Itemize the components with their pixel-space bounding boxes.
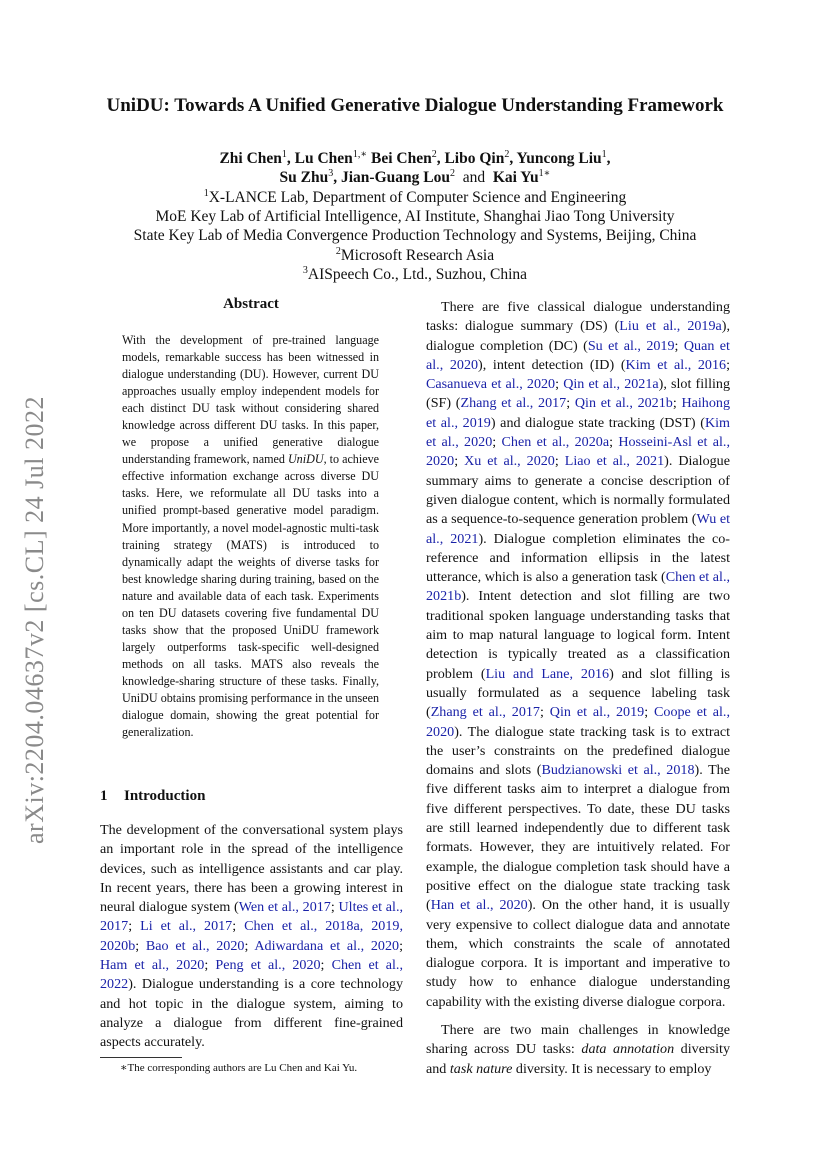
affiliation-line: State Key Lab of Media Convergence Production Technology and Systems, Beijing, China bbox=[133, 227, 697, 245]
author-name: Su Zhu bbox=[279, 169, 329, 186]
citation-link[interactable]: Liu and Lane, 2016 bbox=[485, 665, 610, 682]
citation-link[interactable]: Qin et al., 2021b bbox=[574, 395, 673, 412]
citation-link[interactable]: Budzianowski et al., 2018 bbox=[541, 762, 695, 779]
citation-link[interactable]: Haihong et al., 2019 bbox=[426, 395, 730, 431]
citation-link[interactable]: Chen et al., 2018a, 2019, 2020b bbox=[100, 918, 403, 954]
citation-link[interactable]: Chen et al., 2022 bbox=[100, 957, 403, 993]
affiliation-line: $^3$AISpeech Co., Ltd., Suzhou, China bbox=[302, 264, 528, 283]
affiliations bbox=[80, 188, 750, 284]
citation-link[interactable]: Xu et al., 2020 bbox=[464, 453, 555, 470]
author-name: Zhi Chen bbox=[219, 150, 282, 167]
body-paragraph: There are five classical dialogue understanding tasks: dialogue summary (DS) (Liu et al., 2019a), dialogue completion (DC) (Su et al., 2019; Quan et al., 2020), intent detection (ID) (Kim et al., 2016; Casanueva et al., 2020; Qin et al., 2021a), slot filling (SF) (Zhang et al., 2017; Qin et al., 2021b; Haihong et al., 2019) and dialogue state tracking (DST) (Kim et al., 2020; Chen et al., 2020a; Hosseini-Asl et al., 2020; Xu et al., 2020; Liao et al., 2021). Dialogue summary aims to generate a concise description of given dialogue content, which is normally formulated as a sequence-to-sequence generation problem (Wu et al., 2021). Dialogue completion eliminates the co-reference and information ellipsis in the latest utterance, which is also a generation task (Chen et al., 2021b). Intent detection and slot filling are two traditional spoken language understanding tasks that aim to map natural language to logical form. Intent detection is typically treated as a classification problem (Liu and Lane, 2016) and slot filling is usually formulated as a sequence labeling task (Zhang et al., 2017; Qin et al., 2019; Coope et al., 2020). The dialogue state tracking task is to extract the user’s constraints on the predefined dialogue domains and slots (Budzianowski et al., 2018). The five different tasks aim to interpret a dialogue from five different perspectives. To date, these DU tasks are still learned independently due to different task formats. However, they are intuitively related. For example, the dialogue completion task should have a positive effect on the dialogue state tracking task (Han et al., 2020). On the other hand, it is usually very expensive to collect dialogue data and annotate them, which constraints the scale of annotated dialogue corpora. It is important and imperative to study how to enhance dialogue understanding capability with the existing diverse dialogue corpora. bbox=[426, 299, 731, 1010]
citation-link[interactable]: Hosseini-Asl et al., 2020 bbox=[426, 434, 730, 470]
footnote: ∗The corresponding authors are Lu Chen and Kai Yu. bbox=[120, 1062, 358, 1074]
citation-link[interactable]: Ham et al., 2020 bbox=[100, 957, 205, 974]
citation-link[interactable]: Bao et al., 2020 bbox=[145, 937, 245, 954]
body-paragraph: There are two main challenges in knowledge sharing across DU tasks: data annotation diversity and task nature diversity. It is necessary to employ bbox=[426, 1021, 731, 1077]
affiliation-line: $^2$Microsoft Research Asia bbox=[335, 245, 495, 264]
citation-link[interactable]: Liao et al., 2021 bbox=[564, 453, 665, 470]
author-name: Jian-Guang Lou bbox=[340, 169, 450, 186]
citation-link[interactable]: Peng et al., 2020 bbox=[215, 957, 321, 974]
right-column bbox=[426, 298, 730, 1079]
citation-link[interactable]: Liu et al., 2019a bbox=[619, 318, 722, 335]
abstract-heading: Abstract bbox=[223, 296, 279, 312]
author-list: Zhi Chen$^1$, Lu Chen$^{1,∗}$ Bei Chen$^2$, Libo Qin$^2$, Yuncong Liu$^1$, Su Zhu$^3$, Jian-Guang Lou$^2$ and Kai $Yu^{1∗}$ bbox=[219, 148, 611, 186]
citation-link[interactable]: Qin et al., 2019 bbox=[549, 704, 645, 721]
citation-link[interactable]: Coope et al., 2020 bbox=[426, 704, 730, 740]
affiliation-line: $^1$X-LANCE Lab, Department of Computer Science and Engineering bbox=[203, 187, 627, 206]
citation-link[interactable]: Wu et al., 2021 bbox=[426, 511, 730, 547]
citation-link[interactable]: Kim et al., 2016 bbox=[625, 356, 727, 373]
citation-link[interactable]: Wen et al., 2017 bbox=[238, 899, 331, 916]
citation-link[interactable]: Ultes et al., 2017 bbox=[100, 899, 404, 935]
citation-link[interactable]: Li et al., 2017 bbox=[140, 918, 233, 935]
section-heading-introduction: 1 Introduction bbox=[100, 788, 206, 804]
citation-link[interactable]: Casanueva et al., 2020 bbox=[426, 376, 556, 393]
author-name: Bei Chen bbox=[370, 150, 432, 167]
footnote-rule bbox=[100, 1057, 182, 1058]
arxiv-identifier: arXiv:2204.04637v2 [cs.CL] 24 Jul 2022 bbox=[20, 396, 49, 844]
citation-link[interactable]: Su et al., 2019 bbox=[587, 337, 675, 354]
citation-link[interactable]: Han et al., 2020 bbox=[430, 897, 528, 914]
affiliation-line: MoE Key Lab of Artificial Intelligence, AI Institute, Shanghai Jiao Tong University bbox=[155, 208, 675, 226]
author-name: Yuncong Liu bbox=[516, 150, 602, 167]
author-name: Libo Qin bbox=[444, 150, 505, 167]
introduction-paragraph: The development of the conversational system plays an important role in the spread of the intelligence devices, such as intelligence assistants and car play. In recent years, there has been a growing interest in neural dialogue system (Wen et al., 2017; Ultes et al., 2017; Li et al., 2017; Chen et al., 2018a, 2019, 2020b; Bao et al., 2020; Adiwardana et al., 2020; Ham et al., 2020; Peng et al., 2020; Chen et al., 2022). Dialogue understanding is a core technology and hot topic in the dialogue system, aiming to analyze a dialogue from different fine-grained aspects accurately. bbox=[100, 822, 404, 1051]
citation-link[interactable]: Quan et al., 2020 bbox=[426, 337, 730, 373]
citation-link[interactable]: Chen et al., 2021b bbox=[426, 569, 731, 605]
author-conjunction: and bbox=[462, 169, 486, 186]
citation-link[interactable]: Adiwardana et al., 2020 bbox=[254, 937, 400, 954]
citation-link[interactable]: Qin et al., 2021a bbox=[563, 376, 659, 393]
author-name: Lu Chen bbox=[294, 150, 353, 167]
citation-link[interactable]: Zhang et al., 2017 bbox=[430, 704, 540, 721]
abstract-body: With the development of pre-trained language models, remarkable success has been witnessed in dialogue understanding (DU). However, current DU approaches usually employ independent models for each distinct DU task without considering shared knowledge across different DU tasks. In this paper, we propose a unified generative dialogue understanding framework, named UniDU, to achieve effective information exchange across diverse DU tasks. Here, we reformulate all DU tasks into a unified prompt-based generative model paradigm. More importantly, a novel model-agnostic multi-task training strategy (MATS) is introduced to dynamically adapt the weights of diverse tasks for best knowledge sharing during training, based on the nature and available data of each task. Experiments on ten DU datasets covering five fundamental DU tasks show that the proposed UniDU framework largely outperforms task-specific well-designed methods on all tasks. MATS also reveals the knowledge-sharing structure of these tasks. Finally, UniDU obtains promising performance in the unseen dialogue domain, showing the great potential for generalization. bbox=[122, 333, 379, 740]
citation-link[interactable]: Kim et al., 2020 bbox=[426, 414, 731, 451]
author-name: Kai Yu bbox=[492, 169, 539, 186]
paper-title: UniDU: Towards A Unified Generative Dialogue Understanding Framework bbox=[106, 95, 724, 116]
citation-link[interactable]: Zhang et al., 2017 bbox=[460, 395, 567, 412]
citation-link[interactable]: Chen et al., 2020a bbox=[501, 434, 610, 451]
